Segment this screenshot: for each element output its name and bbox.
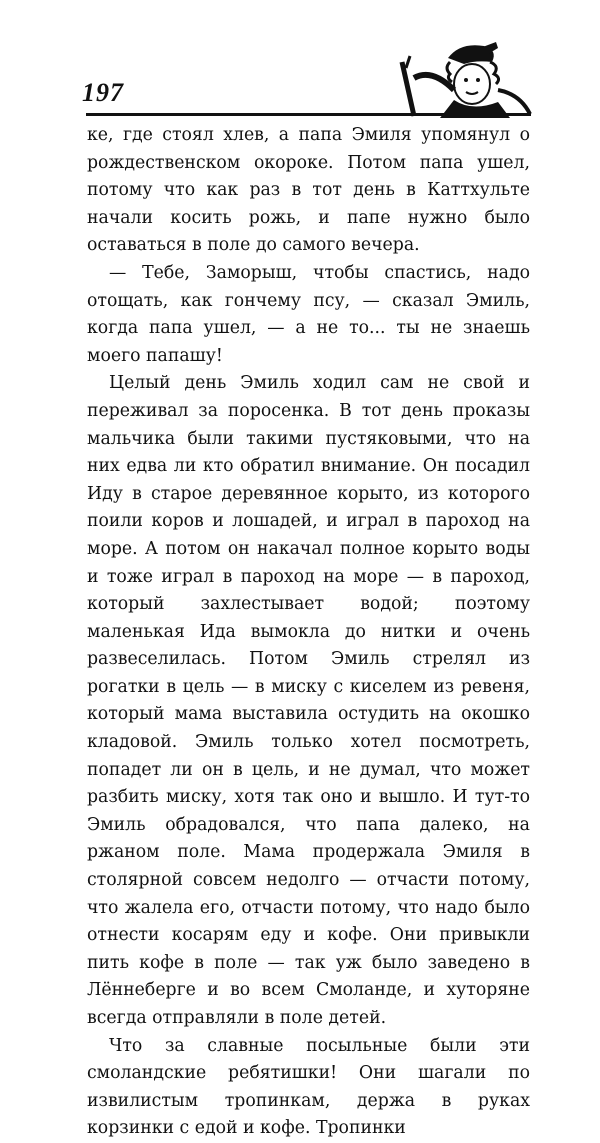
boy-with-slingshot-illustration — [380, 38, 532, 118]
page-number: 197 — [82, 78, 124, 107]
body-text — [87, 122, 530, 1143]
header-rule — [86, 113, 531, 116]
paragraph: Что за славные посыльные были эти смоландские ребятишки! Они шагали по извилистым тропинкам, держа в руках корзинки с едой и кофе. Тропинки — [87, 1035, 530, 1139]
paragraph: ке, где стоял хлев, а папа Эмиля упомянул о рождественском окороке. Потом папа ушел, потому что как раз в тот день в Каттхульте начали косить рожь, и папе нужно было оставаться в поле до самого вечера. — [87, 125, 530, 256]
paragraph: Целый день Эмиль ходил сам не свой и переживал за поросенка. В тот день проказы мальчика были такими пустяковыми, что на них едва ли кто обратил внимание. Он посадил Иду в старое деревянное корыто, из которого поили коров и лошадей, и играл в пароход на море. А потом он накачал полное корыто воды и тоже играл в пароход на море — в пароход, который захлестывает водой; поэтому маленькая Ида вымокла до нитки и очень развеселилась. Потом Эмиль стрелял из рогатки в цель — в миску с киселем из ревеня, который мама выставила остудить на окошко кладовой. Эмиль только хотел посмотреть, попадет ли он в цель, и не думал, что может разбить миску, хотя так оно и вышло. И тут-то Эмиль обрадовался, что папа далеко, на ржаном поле. Мама продержала Эмиля в столярной совсем недолго — отчасти потому, что жалела его, отчасти потому, что надо было отнести косарям еду и кофе. Они привыкли пить кофе в поле — так уж было заведено в Лённеберге и во всем Смоланде, и хуторяне всегда отправляли в поле детей. — [87, 373, 530, 1028]
paragraph: — Тебе, Заморыш, чтобы спастись, надо отощать, как гончему псу, — сказал Эмиль, когда папа ушел, — а не то... ты не знаешь моего папашу! — [87, 262, 530, 366]
